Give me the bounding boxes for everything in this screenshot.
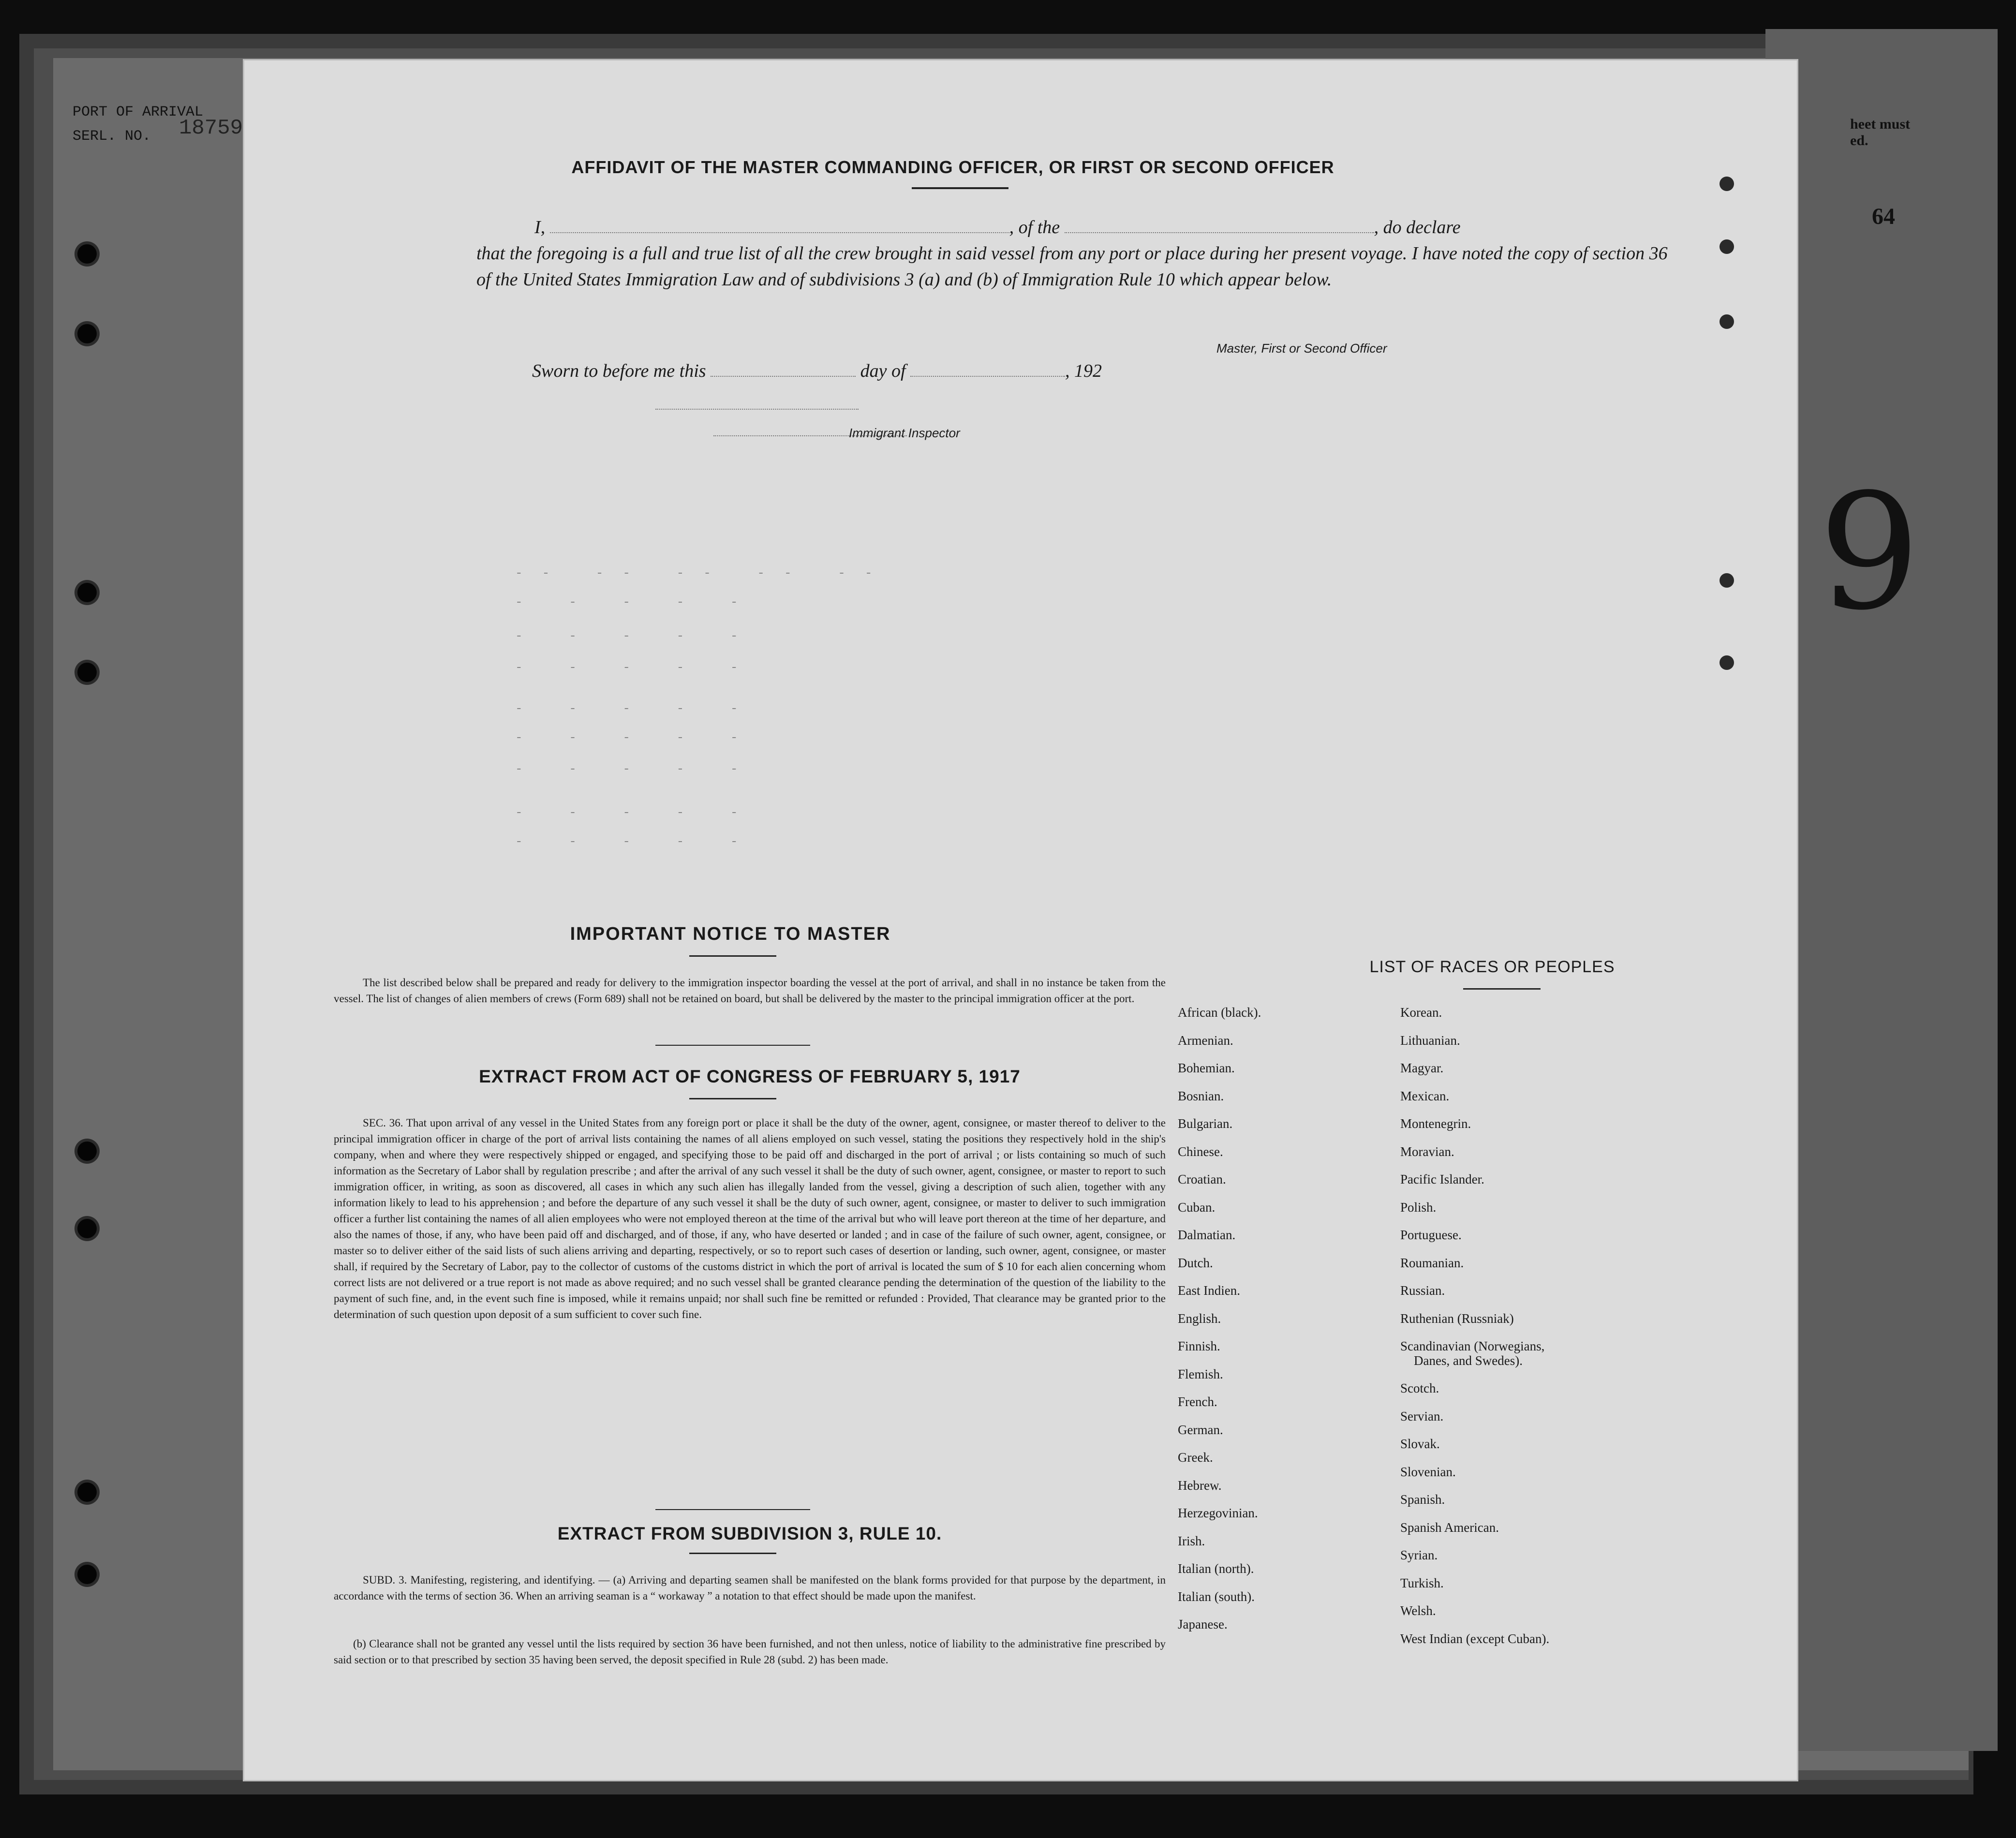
race-item: Turkish. — [1400, 1575, 1444, 1590]
race-item: Portuguese. — [1400, 1228, 1462, 1242]
races-column-left — [1178, 999, 1261, 1639]
race-item: German. — [1178, 1422, 1223, 1437]
faint-rule: - - - - - — [515, 701, 757, 716]
background-page-number: 64 — [1872, 204, 1895, 229]
divider — [655, 1045, 810, 1046]
page-hole — [1720, 177, 1734, 191]
background-header-line: SERL. NO. — [73, 128, 151, 145]
race-item: English. — [1178, 1311, 1221, 1326]
race-item: West Indian (except Cuban). — [1400, 1631, 1550, 1646]
race-item: Ruthenian (Russniak) — [1400, 1311, 1514, 1326]
race-item: East Indien. — [1178, 1283, 1240, 1298]
race-item: Chinese. — [1178, 1144, 1223, 1159]
races-column-right — [1400, 999, 1549, 1653]
faint-rule: - - - - - — [515, 595, 757, 609]
day-field — [711, 376, 856, 377]
divider — [912, 187, 1008, 189]
race-item: Mexican. — [1400, 1088, 1450, 1103]
affidavit-text: , do declare — [1374, 217, 1461, 237]
race-item: Montenegrin. — [1400, 1116, 1471, 1131]
page-hole — [1720, 655, 1734, 670]
binder-hole — [77, 1219, 97, 1238]
page-hole — [1720, 314, 1734, 329]
race-item: Finnish. — [1178, 1339, 1220, 1353]
race-item: Scandinavian (Norwegians, — [1400, 1339, 1545, 1353]
inspector-signature-line — [655, 409, 859, 410]
race-item: Armenian. — [1178, 1033, 1233, 1048]
divider — [689, 1553, 776, 1554]
sworn-text: Sworn to before me this — [532, 361, 706, 381]
race-item: Moravian. — [1400, 1144, 1454, 1159]
page-hole — [1720, 573, 1734, 588]
race-item: Dalmatian. — [1178, 1228, 1236, 1242]
divider — [689, 1098, 776, 1099]
faint-rule: - - - - - — [515, 834, 757, 849]
binder-hole — [77, 583, 97, 602]
race-item: Russian. — [1400, 1283, 1445, 1298]
race-item: French. — [1178, 1394, 1217, 1409]
affidavit-text: that the foregoing is a full and true list of all the crew brought in said vessel from any port or place during her present voyage. I have noted the copy of section 36 of the United States Immigration Law and of subdivisions 3 (a) and (b) of Immigration Rule 10 which appear below. — [476, 243, 1668, 290]
inspector-caption: Immigrant Inspector — [849, 426, 960, 440]
race-item: Syrian. — [1400, 1548, 1438, 1562]
binder-hole — [77, 663, 97, 682]
race-item: Flemish. — [1178, 1366, 1223, 1381]
race-item: Italian (south). — [1178, 1589, 1255, 1604]
race-item: Pacific Islander. — [1400, 1172, 1484, 1186]
background-header-line: PORT OF ARRIVAL — [73, 104, 204, 120]
sworn-text: , 192 — [1065, 361, 1102, 381]
notice-title: IMPORTANT NOTICE TO MASTER — [570, 924, 891, 944]
race-item: African (black). — [1178, 1005, 1261, 1020]
signature-caption: Master, First or Second Officer — [1216, 341, 1387, 356]
affidavit-text: I, — [534, 217, 546, 237]
race-item: Magyar. — [1400, 1061, 1444, 1075]
notice-text: The list described below shall be prepared and ready for delivery to the immigration inspector boarding the vessel at the port of arrival, and shall in no instance be taken from the vessel. The list of changes of alien members of crews (Form 689) shall not be retained on board, but shall be delivered by the master to the principal immigration officer at the port. — [334, 977, 1166, 1005]
race-item: Welsh. — [1400, 1603, 1436, 1618]
divider — [655, 1509, 810, 1510]
faint-rule: - - - - - — [515, 660, 757, 675]
race-item: Scotch. — [1400, 1381, 1439, 1395]
race-item: Greek. — [1178, 1450, 1213, 1465]
race-item: Spanish. — [1400, 1492, 1445, 1507]
faint-rule: - - - - - — [515, 629, 757, 643]
extract-act-title: EXTRACT FROM ACT OF CONGRESS OF FEBRUARY 5, 1917 — [479, 1067, 1021, 1086]
month-field — [910, 376, 1065, 377]
race-item: Hebrew. — [1178, 1478, 1222, 1493]
race-item: Servian. — [1400, 1408, 1444, 1423]
race-item: Bohemian. — [1178, 1061, 1235, 1075]
race-item: Slovak. — [1400, 1437, 1440, 1451]
affidavit-body — [476, 214, 1676, 293]
race-item: Roumanian. — [1400, 1255, 1464, 1270]
binder-hole — [77, 1141, 97, 1161]
binder-hole — [77, 1565, 97, 1584]
binder-hole — [77, 1482, 97, 1502]
race-item: Bulgarian. — [1178, 1116, 1233, 1131]
vessel-name-field — [1065, 232, 1374, 233]
race-item: Dutch. — [1178, 1255, 1213, 1270]
affidavit-title: AFFIDAVIT OF THE MASTER COMMANDING OFFICER, OR FIRST OR SECOND OFFICER — [571, 157, 1334, 177]
faint-rule: - - - - - — [515, 805, 757, 820]
sworn-line — [532, 360, 1102, 382]
faint-rule: - - - - - — [515, 762, 757, 776]
officer-name-field — [550, 232, 1009, 233]
race-item: Korean. — [1400, 1005, 1442, 1020]
race-item: Cuban. — [1178, 1200, 1216, 1215]
extract-act-text: SEC. 36. That upon arrival of any vessel in the United States from any foreign port or place it shall be the duty of the owner, agent, consignee, or master thereof to deliver to the principal immigration officer in charge of the port of arrival lists containing the names of all aliens employed on such vessel, stating the positions they respectively hold in the ship's company, when and where they were respectively shipped or engaged, and specifying those to be paid off and discharged in the port of arrival ; or lists containing so much of such information as the Secretary of Labor shall by regulation prescribe ; and after the arrival of any such vessel it shall be the duty of such owner, agent, consignee, or master to report to such immigration officer, in writing, as soon as discovered, all cases in which any such alien has illegally landed from the vessel, giving a description of such alien, together with any information likely to lead to his apprehension ; and before the departure of any such vessel it shall be the duty of such owner, agent, consignee, or master to deliver to such immigration officer a further list containing the names of all alien employees who were not employed thereon at the time of the arrival but who will leave port thereon at the time of her departure, and also the names of those, if any, who have been paid off and discharged, and of those, if any, who have deserted or landed ; and in case of the failure of such owner, agent, consignee, or master so to deliver either of the said lists of such aliens arriving and departing, respectively, or so to report such cases of desertion or landing, such owner, agent, consignee, or master shall, if required by the Secretary of Labor, pay to the collector of customs of the customs district in which the port of arrival is located the sum of $ 10 for each alien concerning whom correct lists are not delivered or a true report is not made as above required; and no such vessel shall be granted clearance pending the determination of the question of the liability to the payment of such fine, and, in the event such fine is imposed, while it remains unpaid; nor shall such fine be remitted or refunded : Provided, That clearance may be granted prior to the determination of such question upon deposit of a sum sufficient to cover such fine. — [334, 1117, 1166, 1320]
binder-hole — [77, 244, 97, 264]
extract-rule-title: EXTRACT FROM SUBDIVISION 3, RULE 10. — [557, 1524, 942, 1543]
race-item: Spanish American. — [1400, 1520, 1499, 1535]
page-hole — [1720, 239, 1734, 254]
race-item: Japanese. — [1178, 1617, 1228, 1631]
race-item: Polish. — [1400, 1200, 1437, 1215]
handwritten-mark: 9 — [1819, 460, 1920, 645]
race-item: Italian (north). — [1178, 1561, 1254, 1576]
binder-hole — [77, 324, 97, 343]
faint-rule: -- -- -- -- -- — [515, 566, 892, 580]
affidavit-page — [244, 60, 1797, 1780]
divider — [1463, 988, 1541, 990]
race-item: Croatian. — [1178, 1172, 1226, 1186]
background-serial-number: 18759 — [179, 116, 243, 140]
races-title: LIST OF RACES OR PEOPLES — [1369, 958, 1615, 976]
sworn-text: day of — [860, 361, 906, 381]
race-item: Herzegovinian. — [1178, 1506, 1258, 1520]
race-item: Bosnian. — [1178, 1088, 1224, 1103]
background-sheet-edge — [1765, 29, 1998, 1751]
race-item: Irish. — [1178, 1533, 1205, 1548]
race-item: Slovenian. — [1400, 1464, 1456, 1479]
affidavit-text: , of the — [1009, 217, 1060, 237]
divider — [689, 955, 776, 957]
race-item: Lithuanian. — [1400, 1033, 1460, 1048]
background-corner-text: heet must ed. — [1850, 116, 1911, 148]
race-item: Danes, and Swedes). — [1414, 1353, 1523, 1368]
extract-rule-text-a: SUBD. 3. Manifesting, registering, and identifying. — (a) Arriving and departing seamen shall be manifested on the blank forms provided for that purpose by the department, in accordance with the terms of section 36. When an arriving seaman is a “ workaway ” a notation to that effect should be made upon the manifest. — [334, 1574, 1166, 1602]
extract-rule-text-b: (b) Clearance shall not be granted any vessel until the lists required by section 36 have been furnished, and not then unless, notice of liability to the administrative fine prescribed by said section or to that prescribed by section 35 having been served, the deposit specified in Rule 28 (subd. 2) has been made. — [334, 1638, 1166, 1666]
faint-rule: - - - - - — [515, 730, 757, 745]
